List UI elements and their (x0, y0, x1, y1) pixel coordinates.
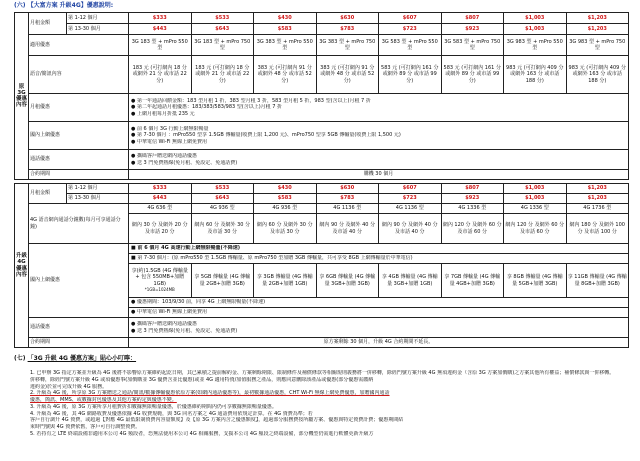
period-label: 第 1-12 個月 (67, 13, 129, 24)
fee-cell: $723 (379, 24, 442, 35)
plan-cell: 3G 183 型 + mPro 550 型 (129, 35, 192, 56)
plan-cell: 3G 183 型 + mPro 750 型 (191, 35, 254, 56)
voice-cell: 網內 60 分 及網外 30 分 及市話 30 分 (254, 214, 317, 244)
voice-cell: 183 元 (可打網內 18 分 或網外 21 分 或市話 22 分) (191, 56, 254, 94)
fee-cell: $533 (191, 13, 254, 24)
data-package: 享 3GB 傳輸量 (4G 傳輸量 2GB+加贈 1GB) (254, 264, 317, 298)
monthly-fee-label: 月租金額 (29, 13, 67, 35)
fee-cell: $607 (379, 13, 442, 24)
list-item: ● 第二年起通話月租優惠：183/383/583/983 型(含以上)月租 7 折 (131, 104, 626, 110)
fee-cell: $583 (254, 24, 317, 35)
voice-cell: 983 元 (可打網內 409 分 或網外 163 分 或市話 188 分) (504, 56, 567, 94)
period-label: 第 13-30 個月 (67, 194, 129, 204)
gift-label: 通話優惠 (29, 150, 129, 170)
tip-line: 違約金)於並可完成升級 4G 服務。 (30, 383, 108, 390)
voice-label: 4G 語音網內通話分鐘數(每月可享通話分鐘) (29, 204, 129, 244)
fee-cell: $533 (191, 184, 254, 194)
tips-list (30, 370, 630, 438)
fee-cell: $923 (441, 24, 504, 35)
tip-line: 併移轉，除經門號方案升級 4G 或須優惠事(加價購並 3G 優費含並比優惠)或並 4G 適用特資/加值服務之產品，則應同意刪除該產品或優惠(部分優惠需繳納 (30, 376, 374, 383)
plan-cell: 3G 383 型 + mPro 550 型 (254, 35, 317, 56)
voice-cell: 網內 90 分 及網外 40 分 及市話 40 分 (316, 214, 379, 244)
voice-cell: 583 元 (可打網內 161 分 或網外 89 分 或市話 99 分) (379, 56, 442, 94)
voice-plan: 4G 1336 型 (504, 204, 567, 214)
list-item: ● 攜碼客戶贈送網內通話優惠 (131, 321, 626, 327)
tip-line: 2. 升級為 4G 後，所享原 3G 方案贈送之通話/簡訊/數據傳輸優惠依原方案(如網內通話優惠等)，最初數據通話優惠，CHT Wi-Fi 無線上網免費優惠，加贈國內通話 (30, 390, 390, 397)
voice-cell: 網內 120 分 及網外 60 分 及市話 60 分 (441, 214, 504, 244)
list-item: ● 送 3 門免費熱線(免月租、免設定、免通話費) (131, 160, 626, 166)
gift-list (129, 150, 629, 170)
upgrade-4g-table (14, 183, 629, 348)
data-package: 享 6GB 傳輸量 (4G 傳輸量 3GB+加贈 3GB) (316, 264, 379, 298)
data-package: 享(約)1.5GB (4G 傳輸量 + 包含 550MB+加贈 1GB) *1GB=1024MB (129, 264, 192, 298)
fee-cell: $807 (441, 184, 504, 194)
fee-cell: $807 (441, 13, 504, 24)
voice-cell: 網內 60 分 及網外 30 分 及市話 30 分 (191, 214, 254, 244)
voice-plan: 4G 1736 型 (566, 204, 629, 214)
fee-cell: $1,003 (504, 194, 567, 204)
fee-cell: $923 (441, 194, 504, 204)
period-label: 第 1-12 個月 (67, 184, 129, 194)
data-package: 享 5GB 傳輸量 (4G 傳輸量 2GB+加贈 3GB) (191, 264, 254, 298)
tip-line: 1. 已申辦 3G 指定方案並升級為 4G 後將不影響原方案維約起訖日期，其已累積之提前解約金、方案剩餘期限、限制條件及補償條款等相關規則義務將一併移轉，除經門號方案升級 4G 無須違約金（含原 3G 方案加價購)之方案其他所有權益；補償條款與一併移轉。 (30, 370, 615, 376)
data-extra (129, 298, 629, 308)
tips-heading: 「3G 升級 4G 優惠方案」貼心小叮嚀： (27, 355, 137, 362)
tips-prefix: (七) (14, 355, 26, 362)
data-first (129, 244, 629, 254)
voice-cell: 583 元 (可打網內 161 分 或網外 89 分 或市話 99 分) (441, 56, 504, 94)
fee-cell: $333 (129, 184, 192, 194)
original-3g-table (14, 12, 629, 180)
voice-label: 語音/簡訊內容 (29, 56, 129, 94)
monthly-benefit-label: 月租優惠 (29, 94, 129, 122)
list-item: ● 攜碼客戶贈送網內通話優惠 (131, 153, 626, 159)
monthly-fee-label: 月租金額 (29, 184, 67, 204)
tip-line: 5. 若持有之 LTE 終端設備非適用本公司 4G 頻段者，恐無法使用本公司 4G 相關服務，支援本公司 4G 頻段之終端設備，部分機型仍需進行軟體更新升級方 (30, 430, 374, 437)
fee-cell: $783 (316, 194, 379, 204)
plan-cell: 3G 583 型 + mPro 750 型 (441, 35, 504, 56)
monthly-benefit-list (129, 94, 629, 122)
side-label: 升級4G優惠內容 (15, 184, 29, 348)
fee-cell: $607 (379, 184, 442, 194)
list-item: ● 前 6 個月 3G 行動上網無限暢量 (131, 126, 626, 132)
voice-plan: 4G 936 型 (191, 204, 254, 214)
list-item: ● 上網月租每月折抵 235 元 (131, 111, 626, 117)
fee-cell: $1,003 (504, 24, 567, 35)
gift-label: 通話優惠 (29, 318, 129, 338)
tips-title (14, 355, 136, 363)
plan-cell: 3G 983 型 + mPro 750 型 (566, 35, 629, 56)
data-second (129, 254, 629, 264)
fee-cell: $583 (254, 194, 317, 204)
data-package: 享 4GB 傳輸量 (4G 傳輸量 3GB+加贈 1GB) (379, 264, 442, 298)
fee-cell: $430 (254, 13, 317, 24)
voice-plan: 4G 1136 型 (379, 204, 442, 214)
data-package: 享 7GB 傳輸量 (4G 傳輸量 4GB+加贈 3GB) (441, 264, 504, 298)
list-item: ■ 第 7-30 個月：(原 mPro550 型 1.5GB 傳輸量、原 mPro750 型加贈 3GB 傳輸量，共可享受 8GB 上網傳輸量於中華電信) (131, 255, 626, 261)
list-item: ● 送 3 門免費熱線(免月租、免設定、免通話費) (131, 328, 626, 334)
fee-cell: $1,203 (566, 24, 629, 35)
fee-cell: $1,003 (504, 184, 567, 194)
voice-plan: 4G 1136 型 (316, 204, 379, 214)
voice-cell: 網內 120 分 及網外 60 分 及市話 60 分 (504, 214, 567, 244)
voice-cell: 983 元 (可打網內 409 分 或網外 163 分 或市話 188 分) (566, 56, 629, 94)
data-benefit-list (129, 122, 629, 150)
data-package: 享 8GB 傳輸量 (4G 傳輸量 5GB+加贈 3GB) (504, 264, 567, 298)
data-extra (129, 308, 629, 318)
contract-value: 購機 30 個月 (129, 170, 629, 180)
tip-line: 4. 升級為 4G 後，其 4G 網路收費及優惠依據 4G 收費規範，與 3G 同名方案之 4G 通話費用依規定計算。在 4G 資費為準；若 (30, 410, 313, 417)
data-package: 享 11GB 傳輸量 (4G 傳輸量 8GB+加贈 3GB) (566, 264, 629, 298)
list-item: ■ 前 6 個月 4G 高速行動上網無限暢量(不降速) (131, 245, 626, 251)
contract-value: 原方案剩餘 30 個月，升級 4G 合約期間不延長。 (129, 338, 629, 348)
fee-cell: $643 (191, 24, 254, 35)
voice-cell: 183 元 (可打網內 18 分 或網外 21 分 或市話 22 分) (129, 56, 192, 94)
fee-cell: $630 (316, 13, 379, 24)
list-item: ● 第 7-30 個月 ：mPro550 型享 1.5GB 傳輸量(收費上限 1,200 元)、mPro750 型享 5GB 傳輸量(收費上限 1,500 元) (131, 132, 626, 138)
list-item: ● 中華電信 Wi-Fi 無線上網免費用 (131, 309, 626, 315)
list-item: ● 中華電信 Wi-Fi 無線上網免費用 (131, 139, 626, 145)
voice-plan: 4G 936 型 (254, 204, 317, 214)
fee-cell: $783 (316, 24, 379, 35)
voice-plan: 4G 636 型 (129, 204, 192, 214)
plan-cell: 3G 383 型 + mPro 750 型 (316, 35, 379, 56)
plan-cell: 3G 983 型 + mPro 550 型 (504, 35, 567, 56)
gift-list (129, 318, 629, 338)
tip-line: 3. 升級為 4G 後，原 3G 方案所享月租費折扣數據無限暢量優惠，於優惠維約期間內仍可享數據無限暢量優惠。 (30, 403, 277, 410)
tip-line: 優惠，簡訊、MMS、或數據封包優惠及其他方案約定與優惠不變。 (30, 397, 177, 403)
list-item: ● 優惠期間：103/9/30 前，同享 4G 上網無限暢量(不降速) (131, 299, 626, 305)
fee-cell: $630 (316, 184, 379, 194)
voice-cell: 383 元 (可打網內 91 分 或網外 48 分 或市話 52 分) (316, 56, 379, 94)
fee-cell: $723 (379, 194, 442, 204)
section-6-title: (六) 【大富方案 升級4G】優惠說明: (14, 2, 114, 9)
list-item: ● 第一年通話回饋金額：183 型月租 1 折，383 型月租 3 折，583 型月租 5 折，983 型(含以上)月租 7 折 (131, 98, 626, 104)
fee-cell: $643 (191, 194, 254, 204)
fee-cell: $1,203 (566, 194, 629, 204)
plan-label: 適用優惠 (29, 35, 129, 56)
voice-cell: 網內 180 分 及網外 100 分 及市話 100 分 (566, 214, 629, 244)
period-label: 第 13-30 個月 (67, 24, 129, 35)
fee-cell: $443 (129, 194, 192, 204)
voice-cell: 網內 90 分 及網外 40 分 及市話 40 分 (379, 214, 442, 244)
data-benefit-label: 國內上網優惠 (29, 122, 129, 150)
contract-label: 合約期間 (29, 338, 129, 348)
fee-cell: $443 (129, 24, 192, 35)
fee-cell: $1,203 (566, 13, 629, 24)
fee-cell: $430 (254, 184, 317, 194)
fee-cell: $1,003 (504, 13, 567, 24)
contract-label: 合約期間 (29, 170, 129, 180)
fee-cell: $333 (129, 13, 192, 24)
voice-plan: 4G 1336 型 (441, 204, 504, 214)
footnote: *1GB=1024MB (144, 286, 175, 292)
voice-cell: 網內 30 分 及網外 20 分 及市話 20 分 (129, 214, 192, 244)
fee-cell: $1,203 (566, 184, 629, 194)
data-benefit-label: 國內上網優惠 (29, 244, 129, 318)
tip-line: 束時門號與 4G 資費依舊，客戶可自行調整資費。 (30, 424, 141, 430)
plan-cell: 3G 583 型 + mPro 550 型 (379, 35, 442, 56)
tip-line: 客戶自行調升 4G 資費，或超過【對應 4G 最低限制資費內容量額度】及【原 3G 方案內含之優惠額度】，超過部分服務費按所屬方案、優惠與特定資費計費；優惠期間結 (30, 417, 404, 424)
side-label: 原3G優惠內容 (15, 13, 29, 180)
voice-cell: 383 元 (可打網內 91 分 或網外 48 分 或市話 52 分) (254, 56, 317, 94)
